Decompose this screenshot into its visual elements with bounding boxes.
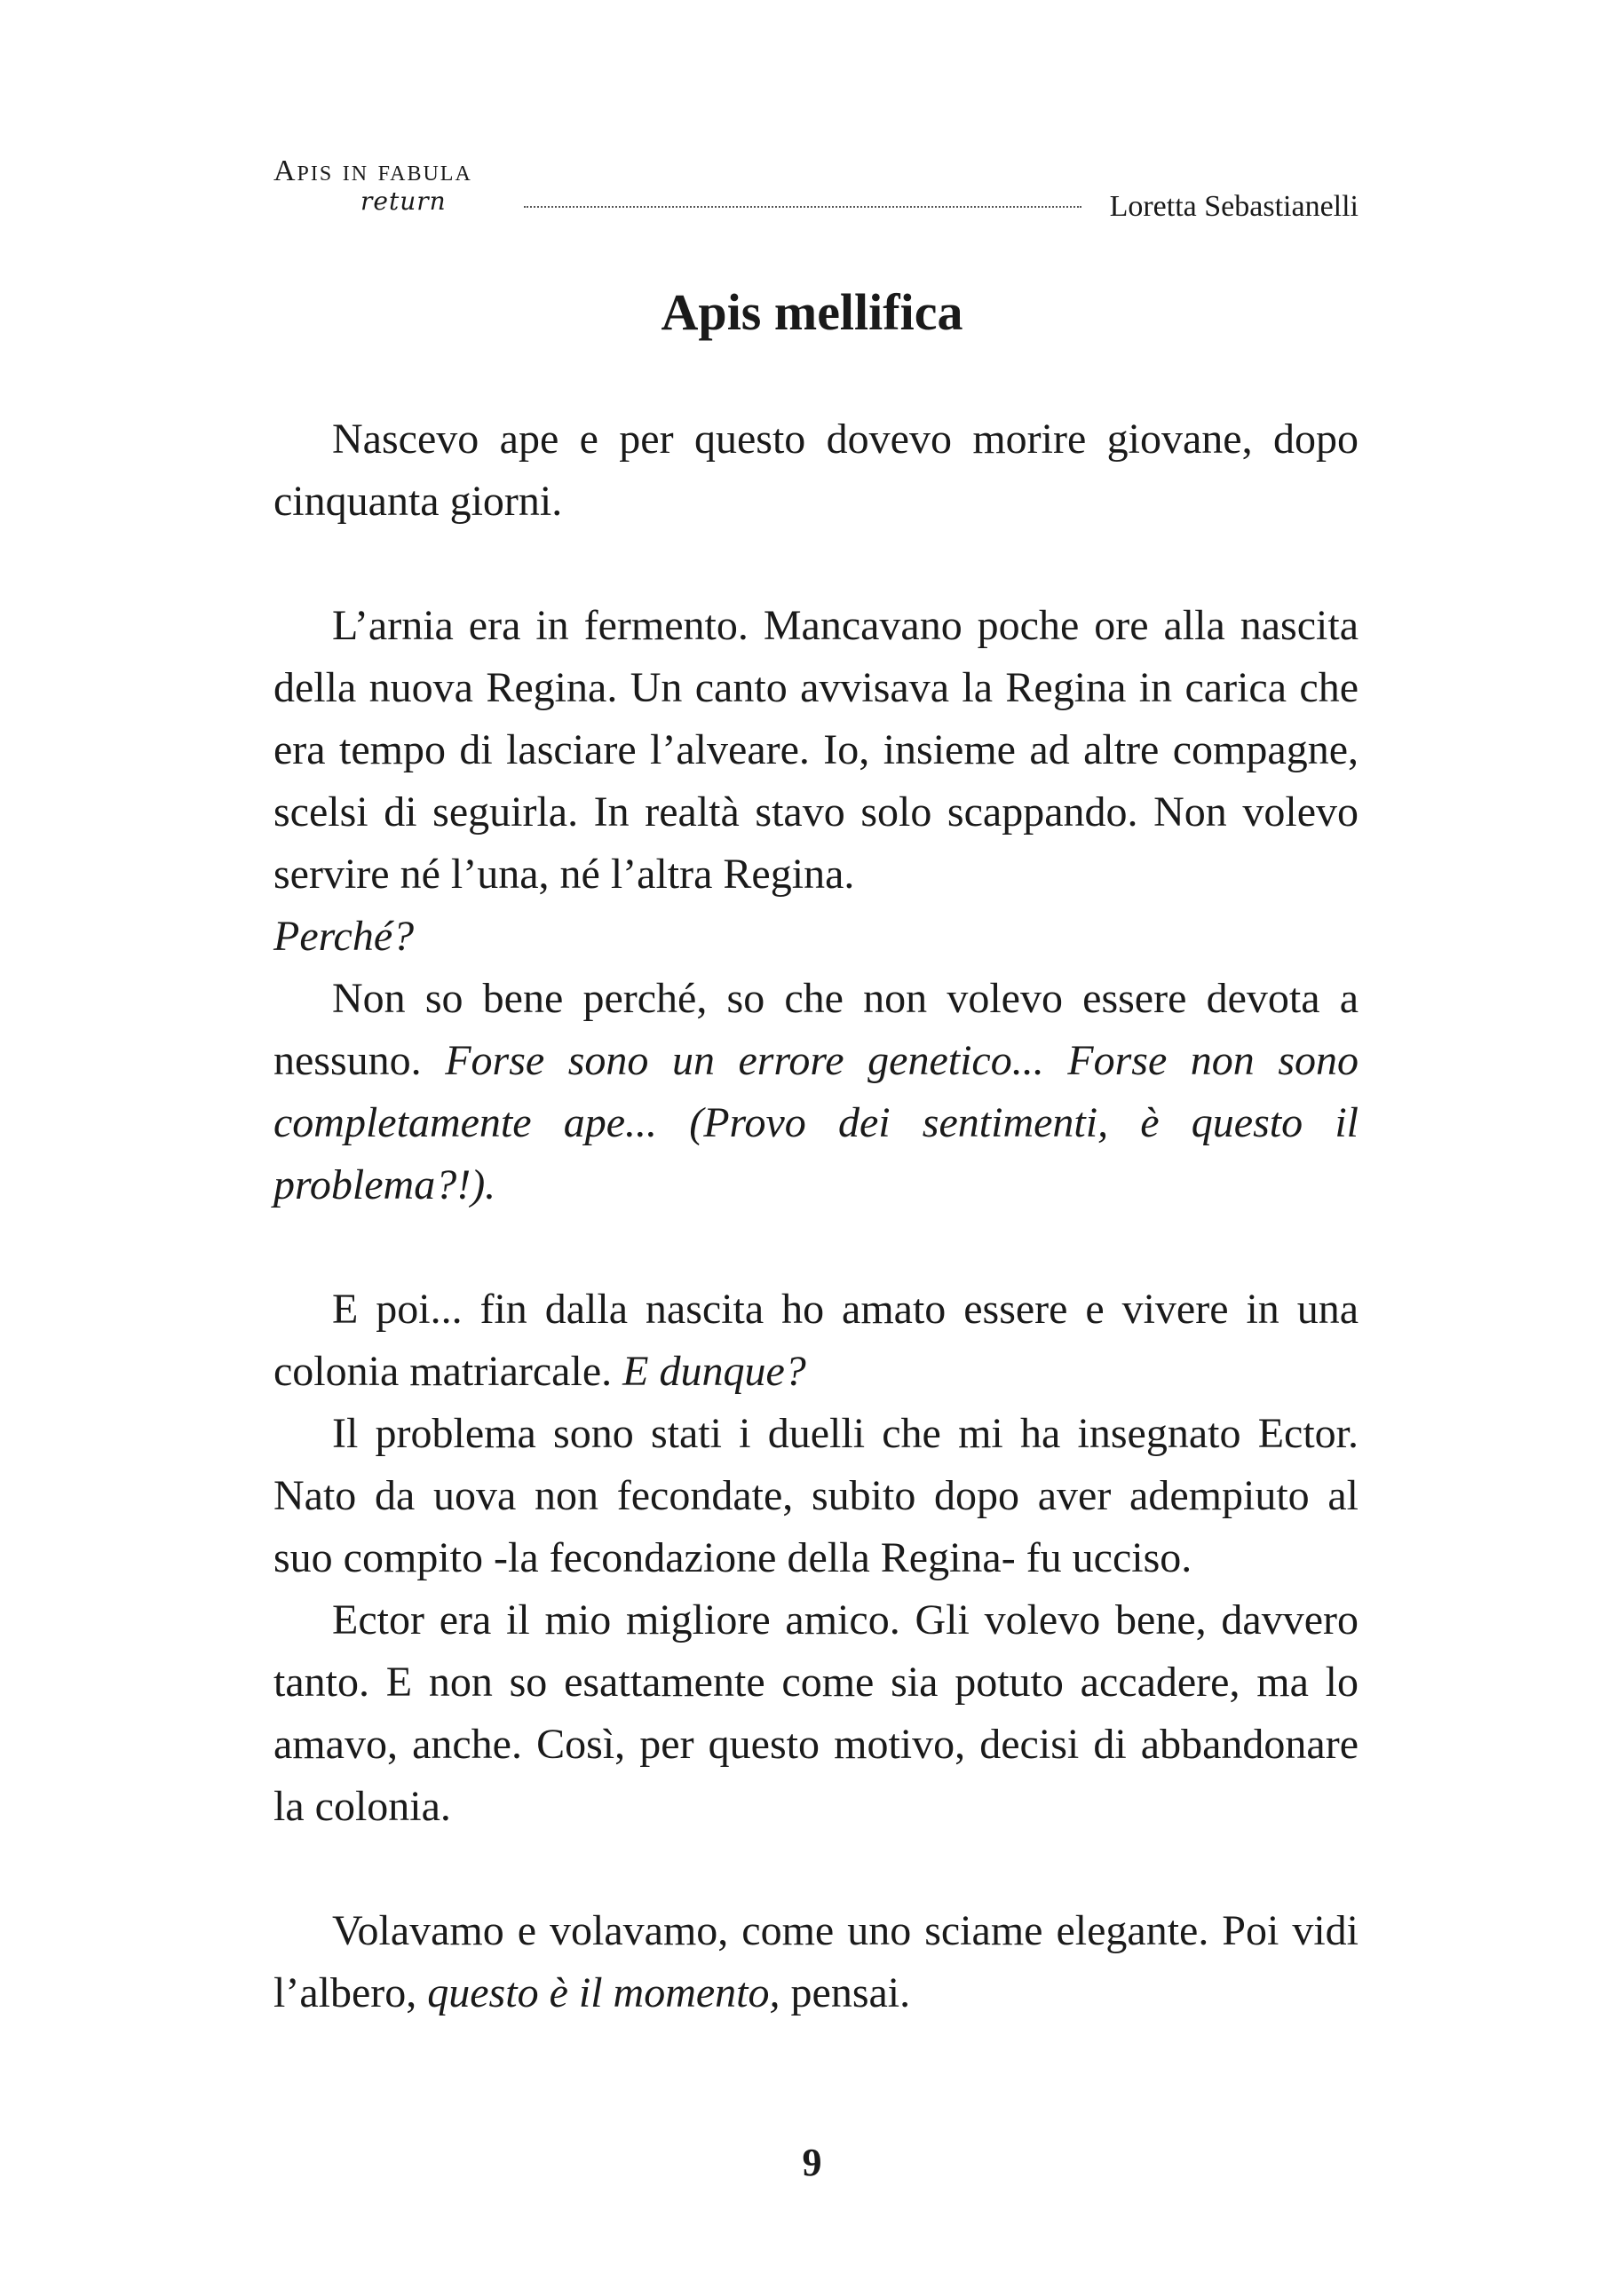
paragraph: Il problema sono stati i duelli che mi ha insegnato Ector. Nato da uova non fecondate, subito dopo aver adempiuto al suo compito -la fecondazione della Regina- fu ucciso. — [273, 1410, 1359, 1581]
paragraph: Non so bene perché, so che non volevo essere devota a nessuno. Forse sono un errore genetico... Forse non sono completamente ape... (Provo dei sentimenti, è questo il problema?!). — [273, 975, 1359, 1208]
paragraph: Ector era il mio migliore amico. Gli volevo bene, davvero tanto. E non so esattamente come sia potuto accadere, ma lo amavo, anche. Così, per questo motivo, decisi di abbandonare la colonia. — [273, 1596, 1359, 1830]
series-logo — [273, 151, 522, 222]
italic-text: Forse sono un errore genetico... Forse non sono completamente ape... (Provo dei sentimenti, è questo il problema?!). — [273, 1037, 1359, 1208]
running-header — [273, 151, 1359, 231]
logo-subtitle: return — [360, 186, 447, 216]
dotted-leader — [524, 206, 1081, 208]
logo-title: Apis in fabula — [273, 154, 472, 187]
paragraph: E poi... fin dalla nascita ho amato essere e vivere in una colonia matriarcale. E dunque? — [273, 1286, 1359, 1395]
paragraph — [273, 906, 1359, 968]
author-name: Loretta Sebastianelli — [1109, 190, 1359, 223]
italic-text: Perché? — [273, 913, 415, 960]
section-gap — [273, 533, 1359, 595]
paragraph: Nascevo ape e per questo dovevo morire giovane, dopo cinquanta giorni. — [273, 416, 1359, 525]
italic-text: E dunque? — [622, 1348, 806, 1395]
italic-text: questo è il momento, — [427, 1969, 780, 2016]
paragraph: L’arnia era in fermento. Mancavano poche ore alla nascita della nuova Regina. Un canto avvisava la Regina in carica che era tempo di lasciare l’alveare. Io, insieme ad altre compagne, scelsi di seguirla. In realtà stavo solo scappando. Non volevo servire né l’una, né l’altra Regina. — [273, 602, 1359, 898]
section-gap — [273, 1216, 1359, 1279]
page-number: 9 — [802, 2141, 822, 2184]
chapter-body — [273, 408, 1359, 2024]
section-gap — [273, 1838, 1359, 1900]
paragraph: Volavamo e volavamo, come uno sciame elegante. Poi vidi l’albero, questo è il momento, pensai. — [273, 1907, 1359, 2016]
chapter-title: Apis mellifica — [661, 283, 963, 341]
